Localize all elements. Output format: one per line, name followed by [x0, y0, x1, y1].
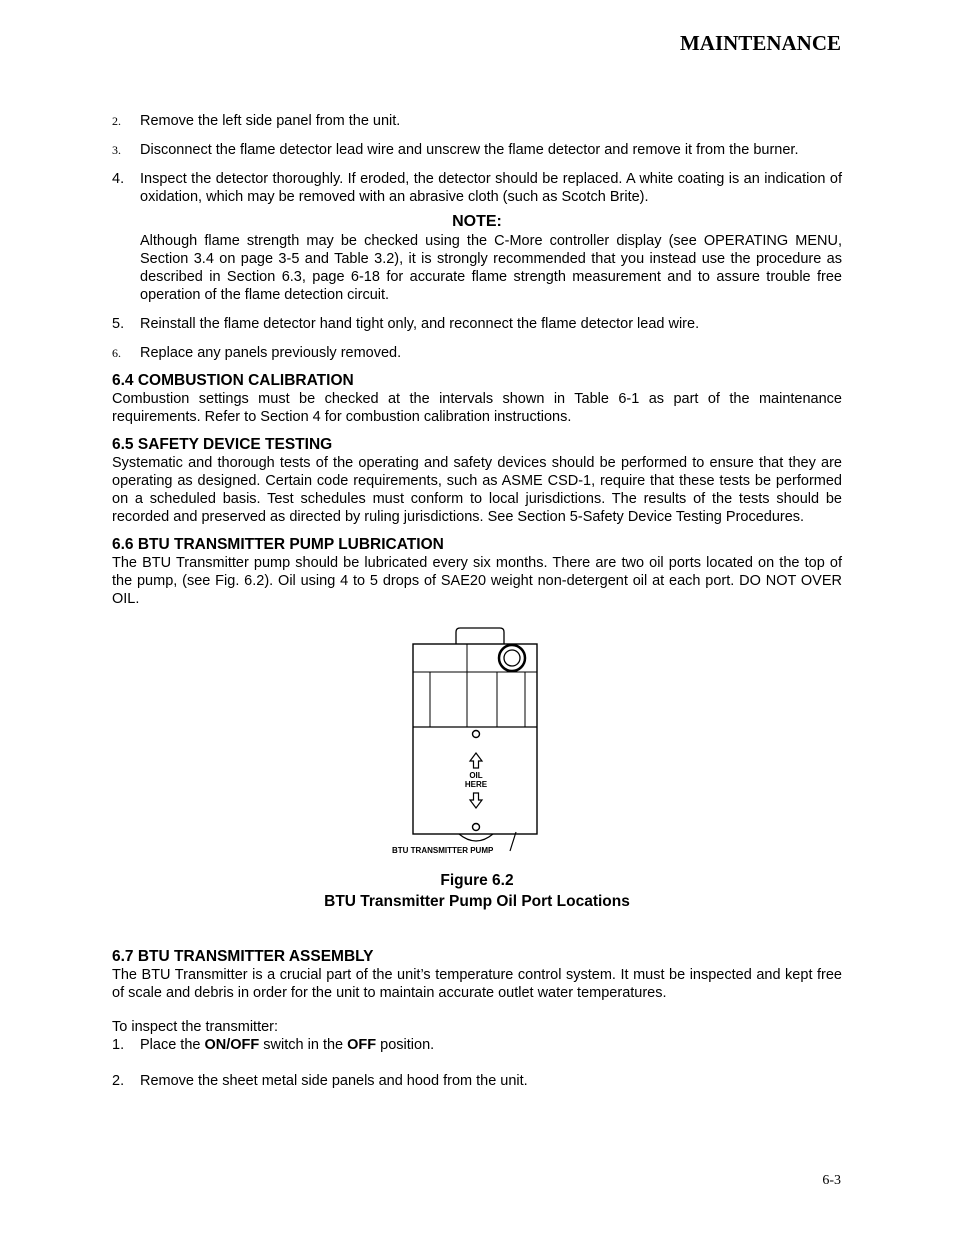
- section-heading-safety-device-testing: 6.5 SAFETY DEVICE TESTING: [112, 436, 333, 453]
- list-item: [112, 170, 842, 206]
- oil-port-lower: [473, 824, 480, 831]
- step-number: 5.: [112, 316, 125, 332]
- step-number: 4.: [112, 171, 125, 187]
- pump-label-leader: [510, 832, 516, 851]
- step-text: Reinstall the flame detector hand tight only, and reconnect the flame detector lead wire.: [140, 316, 700, 332]
- note-title: NOTE:: [452, 213, 502, 230]
- pump-diagram: [380, 626, 540, 858]
- step-number: 6.: [112, 346, 121, 360]
- oil-label: OIL: [469, 771, 483, 780]
- step-number: 1.: [112, 1037, 125, 1053]
- step-text: Remove the sheet metal side panels and hood from the unit.: [140, 1073, 528, 1089]
- note-text: Although flame strength may be checked using the C-More controller display (see OPERATING MENU, Section 3.4 on page 3-5 and Table 3.2), it is strongly recommended that you instead use the procedure as described in Section 6.3, page 6-18 for accurate flame strength measurement and to assure trouble free operation of the flame detection circuit.: [140, 233, 842, 303]
- section-text-combustion-calibration: Combustion settings must be checked at the intervals shown in Table 6-1 as part of the maintenance requirements. Refer to Section 4 for combustion calibration instructions.: [112, 391, 842, 425]
- section-text-btu-transmitter-assembly: The BTU Transmitter is a crucial part of the unit’s temperature control system. It must be inspected and kept free of scale and debris in order for the unit to maintain accurate outlet water temperatures.: [112, 967, 842, 1001]
- pump-knob: [499, 645, 525, 671]
- step-text: Replace any panels previously removed.: [140, 345, 402, 361]
- list-item: [112, 1072, 842, 1090]
- document-body: [112, 112, 842, 1101]
- inspect-intro: To inspect the transmitter:: [112, 1019, 279, 1035]
- arrow-up-icon: [470, 753, 482, 768]
- figure-pump-oil-ports: [112, 626, 842, 912]
- pump-label: BTU TRANSMITTER PUMP: [392, 846, 494, 855]
- on-off-switch-label: ON/OFF: [204, 1037, 260, 1053]
- pump-top-cap: [456, 628, 504, 644]
- step-text: Place the ON/OFF switch in the OFF position.: [140, 1037, 435, 1053]
- step-text: Inspect the detector thoroughly. If eroded, the detector should be replaced. A white coating is an indication of oxidation, which may be removed with an abrasive cloth (such as Scotch Brite).: [140, 171, 842, 205]
- step-number: 3.: [112, 143, 121, 157]
- here-label: HERE: [464, 780, 488, 789]
- section-heading-btu-transmitter-assembly: 6.7 BTU TRANSMITTER ASSEMBLY: [112, 948, 374, 965]
- list-item: [112, 112, 842, 130]
- page-number: 6-3: [822, 1173, 841, 1188]
- list-item: [112, 1036, 842, 1054]
- page-header-title: MAINTENANCE: [679, 31, 841, 55]
- list-item: [112, 141, 842, 159]
- step-number: 2.: [112, 1073, 125, 1089]
- figure-caption-title: BTU Transmitter Pump Oil Port Locations: [324, 893, 630, 910]
- section-text-pump-lubrication: The BTU Transmitter pump should be lubricated every six months. There are two oil ports located on the top of the pump, (see Fig. 6.2). Oil using 4 to 5 drops of SAE20 weight non-detergent oil at each port. DO NOT OVER OIL.: [112, 555, 842, 607]
- list-item: [112, 344, 842, 362]
- section-heading-combustion-calibration: 6.4 COMBUSTION CALIBRATION: [112, 372, 354, 389]
- section-heading-pump-lubrication: 6.6 BTU TRANSMITTER PUMP LUBRICATION: [112, 536, 444, 553]
- step-text: Remove the left side panel from the unit.: [140, 113, 401, 129]
- step-number: 2.: [112, 114, 121, 128]
- pump-bottom-bulge: [459, 834, 493, 841]
- arrow-down-icon: [470, 793, 482, 808]
- figure-caption-number: Figure 6.2: [440, 872, 514, 889]
- oil-port-upper: [473, 731, 480, 738]
- list-item: [112, 315, 842, 333]
- section-text-safety-device-testing: Systematic and thorough tests of the operating and safety devices should be performed to ensure that they are operating as designed. Certain code requirements, such as ASME CSD-1, require that these tests be performed on a scheduled basis. Test schedules must conform to local jurisdictions. The results of the tests should be recorded and preserved as directed by ruling jurisdictions. See Section 5-Safety Device Testing Procedures.: [112, 455, 842, 525]
- step-text: Disconnect the flame detector lead wire and unscrew the flame detector and remove it from the burner.: [140, 142, 799, 158]
- off-position-label: OFF: [347, 1037, 377, 1053]
